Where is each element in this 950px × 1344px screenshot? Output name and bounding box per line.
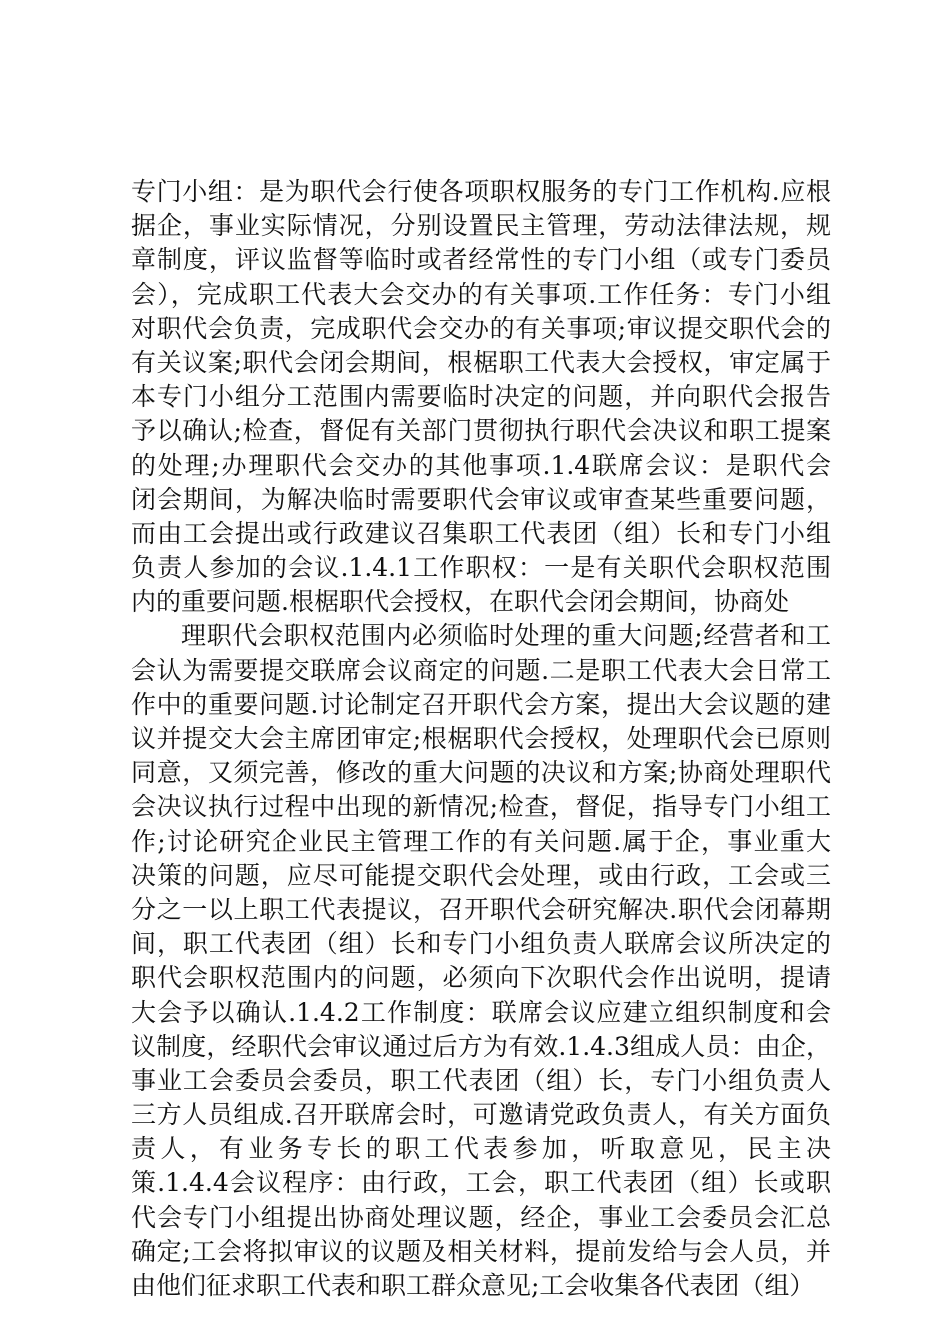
text-line: 代会专门小组提出协商处理议题，经企，事业工会委员会汇总: [131, 1202, 831, 1232]
text-line: 而由工会提出或行政建议召集职工代表团（组）长和专门小组: [131, 518, 831, 548]
text-line: 内的重要问题.根椐职代会授权，在职代会闭会期间，协商处: [131, 587, 789, 617]
text-line: 予以确认;检查，督促有关部门贯彻执行职代会决议和职工提案: [131, 416, 831, 446]
text-line: 由他们征求职工代表和职工群众意见;工会收集各代表团（组）: [131, 1271, 815, 1300]
text-line: 事业工会委员会委员，职工代表团（组）长，专门小组负责人: [131, 1065, 831, 1095]
text-line: 大会予以确认.1.4.2工作制度：联席会议应建立组织制度和会: [131, 997, 831, 1027]
text-line: 三方人员组成.召开联席会时，可邀请党政负责人，有关方面负: [131, 1100, 831, 1130]
text-line: 作中的重要问题.讨论制定召开职代会方案，提出大会议题的建: [131, 689, 831, 719]
text-line: 责人，有业务专长的职工代表参加，听取意见，民主决: [131, 1134, 831, 1164]
text-line: 负责人参加的会议.1.4.1工作职权：一是有关职代会职权范围: [131, 553, 831, 583]
text-line: 作;讨论研究企业民主管理工作的有关问题.属于企，事业重大: [131, 826, 831, 856]
text-line: 对职代会负责，完成职代会交办的有关事项;审议提交职代会的: [131, 313, 831, 343]
text-line: 闭会期间，为解决临时需要职代会审议或审查某些重要问题，: [131, 484, 831, 514]
text-line: 间，职工代表团（组）长和专门小组负责人联席会议所决定的: [131, 929, 831, 959]
text-line: 议制度，经职代会审议通过后方为有效.1.4.3组成人员：由企，: [131, 1031, 831, 1061]
text-line: 策.1.4.4会议程序：由行政，工会，职工代表团（组）长或职: [131, 1168, 831, 1198]
text-line: 章制度，评议监督等临时或者经常性的专门小组（或专门委员: [131, 245, 831, 275]
text-line: 会认为需要提交联席会议商定的问题.二是职工代表大会日常工: [131, 655, 831, 685]
text-line: 确定;工会将拟审议的议题及相关材料，提前发给与会人员，并: [131, 1236, 831, 1266]
text-line: 分之一以上职工代表提议，召开职代会研究解决.职代会闭幕期: [131, 894, 831, 924]
text-line: 本专门小组分工范围内需要临时决定的问题，并向职代会报告: [131, 382, 831, 412]
text-line: 会），完成职工代表大会交办的有关事项.工作任务：专门小组: [131, 279, 831, 309]
text-line: 的处理;办理职代会交办的其他事项.1.4联席会议：是职代会: [131, 450, 831, 480]
text-line: 决策的问题，应尽可能提交职代会处理，或由行政，工会或三: [131, 860, 831, 890]
text-line: 有关议案;职代会闭会期间，根椐职工代表大会授权，审定属于: [131, 347, 831, 377]
text-line: 会决议执行过程中出现的新情况;检查，督促，指导专门小组工: [131, 792, 831, 822]
text-line: 职代会职权范围内的问题，必须向下次职代会作出说明，提请: [131, 963, 831, 993]
text-line: 专门小组：是为职代会行使各项职权服务的专门工作机构.应根: [131, 177, 831, 206]
document-body: [131, 175, 831, 1303]
text-line-indented: 理职代会职权范围内必须临时处理的重大问题;经营者和工: [181, 621, 831, 651]
text-line: 议并提交大会主席团审定;根椐职代会授权，处理职代会已原则: [131, 724, 831, 753]
text-line: 同意，又须完善，修改的重大问题的决议和方案;协商处理职代: [131, 758, 831, 788]
text-line: 据企，事业实际情况，分别设置民主管理，劳动法律法规，规: [131, 211, 831, 241]
